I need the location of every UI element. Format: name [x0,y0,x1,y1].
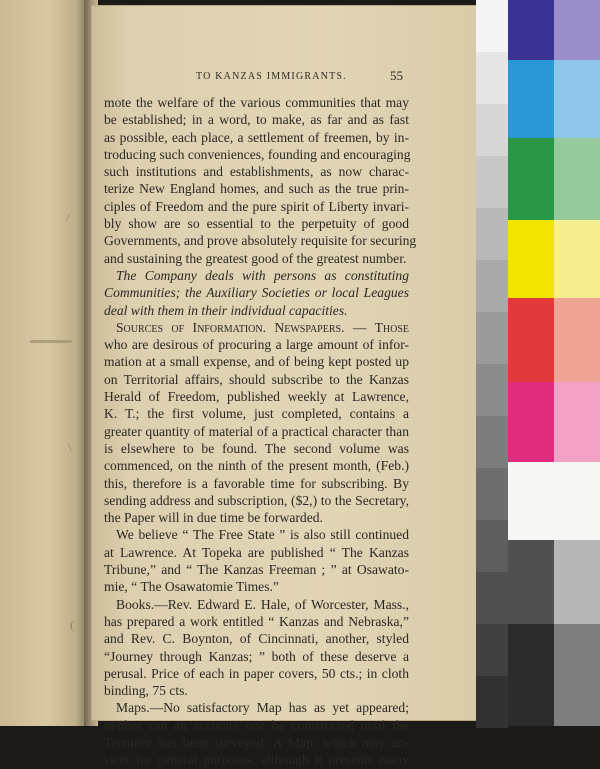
gray-step-patch [476,260,508,312]
gray-step-patch [476,416,508,468]
gray-step-patch [476,572,508,624]
text-line: binding, 75 cts. [104,683,188,699]
text-line: Books.—Rev. Edward E. Hale, of Worcester, Mass., [116,596,409,612]
gray-step-patch [476,520,508,572]
gray-step-patch [476,676,508,728]
text-line: deal with them in their individual capacities. [104,302,348,318]
text-line: commenced, on the ninth of the present month, (Feb.) [104,458,409,474]
gray-step-patch [476,364,508,416]
body-text [104,94,417,769]
text-line: swer for general purposes, although it presents many [104,752,409,768]
color-patch-dark-gray-tint [554,540,600,624]
gray-step-patch [476,208,508,260]
gray-step-patch [476,0,508,52]
color-patch-green-tint [554,138,600,220]
color-patch-red-tint [554,298,600,382]
text-line: mie, “ The Osawatomie Times.” [104,579,279,595]
page-header [92,70,476,86]
text-line: be established; in a word, to make, as far and as fast [104,112,409,128]
color-patch-white-tint [554,462,600,540]
gray-step-patch [476,468,508,520]
color-patch-cyan-tint [554,60,600,138]
gray-step-patch [476,156,508,208]
text-line: K. T.; the first volume, just completed, contains a [104,406,409,422]
ink-smudge [30,340,72,343]
text-line: greater quantity of material of a practical character than [104,423,409,439]
color-patch-blue-violet-tint [554,0,600,60]
text-line: ciples of Freedom and the pure spirit of Liberty invari- [104,198,409,214]
text-line: this, therefore is a favorable time for subscribing. By [104,475,409,491]
text-line: mation at a small expense, and of being kept posted up [104,354,409,370]
color-patch-magenta-tint [554,382,600,462]
text-line: is elsewhere to be found. The second volume was [104,440,409,456]
color-patch-magenta [508,382,554,462]
text-line: and Rev. C. Boynton, of Cincinnati, another, styled [104,631,409,647]
color-calibration-strip [476,0,600,726]
text-line: Communities; the Auxiliary Societies or local Leagues [104,285,409,301]
running-head: TO KANZAS IMMIGRANTS. [196,71,347,82]
color-patch-white [508,462,554,540]
page-number: 55 [390,68,403,83]
text-line: as possible, each place, a settlement of freemen, by in- [104,129,409,145]
text-line: mote the welfare of the various communities that may [104,95,409,110]
text-line: at Lawrence. At Topeka are published “ The Kanzas [104,544,409,560]
text-line: neither can an accurate one be constructed until the [104,717,409,733]
text-line: Sources of Information. Newspapers. — Those [116,319,409,335]
margin-mark: / [66,210,70,224]
color-patch-dark-gray [508,540,554,624]
color-patch-green [508,138,554,220]
color-patch-red [508,298,554,382]
text-line: Governments, and prove absolutely requisite for securing [104,233,417,249]
margin-mark: ( [70,618,74,632]
text-line: perusal. Price of each in paper covers, 50 cts.; in cloth [104,665,409,681]
text-line: who are desirous of procuring a large amount of infor- [104,337,409,353]
text-line: on Territorial affairs, should subscribe to the Kanzas [104,371,409,387]
color-patch-yellow [508,220,554,298]
text-line: We believe “ The Free State ” is also still continued [116,527,409,543]
color-patch-yellow-tint [554,220,600,298]
text-line: such institutions and establishments, as now charac- [104,164,409,180]
text-line: sending address and subscription, ($2,) to the Secretary, [104,492,409,508]
gray-step-patch [476,104,508,156]
gray-step-patch [476,312,508,364]
text-line: has prepared a work entitled “ Kanzas and Nebraska,” [104,613,409,629]
text-line: the Paper will in due time be forwarded. [104,510,323,526]
text-line: terize New England homes, and such as the true prin- [104,181,409,197]
text-line: and sustaining the greatest good of the greatest number. [104,250,407,266]
margin-mark: \ [68,440,72,454]
text-line: Maps.—No satisfactory Map has as yet appeared; [116,700,409,716]
text-line: bly show are so essential to the perpetuity of good [104,216,409,232]
text-line: “Journey through Kanzas; ” both of these deserve a [104,648,409,664]
text-line: The Company deals with persons as constituting [116,267,409,283]
text-line: Herald of Freedom, published weekly at Lawrence, [104,389,409,405]
gray-step-patch [476,624,508,676]
text-line: Tribune,” and “ The Kanzas Freeman ; ” at Osawato- [104,562,409,578]
text-line: Territory has been surveyed. A Map, which may an- [104,734,409,750]
gray-step-patch [476,52,508,104]
color-patch-charcoal [508,624,554,726]
color-patch-blue-violet [508,0,554,60]
color-patch-charcoal-tint [554,624,600,726]
text-line: troducing such conveniences, founding and encouraging [104,146,411,162]
color-patch-cyan [508,60,554,138]
